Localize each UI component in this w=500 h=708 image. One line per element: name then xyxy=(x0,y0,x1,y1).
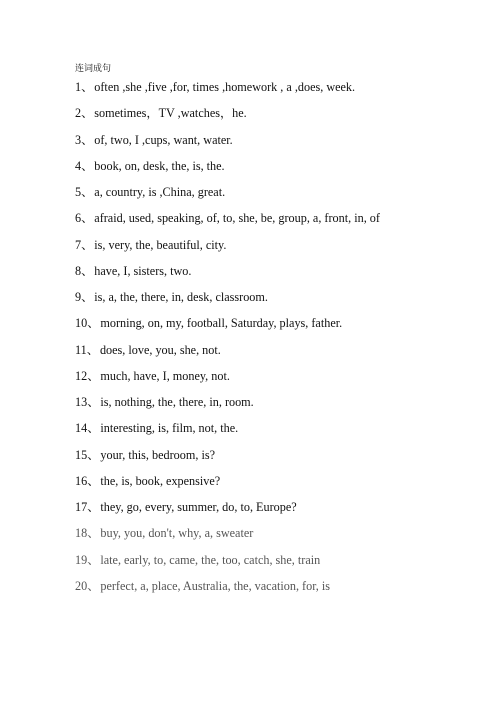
sentence-item xyxy=(75,447,380,473)
sentence-item xyxy=(75,499,380,525)
sentence-number: 2 xyxy=(75,106,82,121)
sentence-item xyxy=(75,105,380,131)
sentence-words: your, this, bedroom, is? xyxy=(100,447,215,462)
sentence-words: late, early, to, came, the, too, catch, she, train xyxy=(100,552,321,567)
sentence-item xyxy=(75,184,380,210)
sentence-separator: 、 xyxy=(87,473,100,488)
page-title: 连词成句 xyxy=(75,64,112,74)
sentence-words: is, very, the, beautiful, city. xyxy=(94,237,227,252)
sentence-separator: 、 xyxy=(81,158,94,173)
sentence-words: often ,she ,five ,for, times ,homework , a ,does, week. xyxy=(94,80,356,94)
sentence-item xyxy=(75,342,380,368)
sentence-words: interesting, is, film, not, the. xyxy=(100,421,239,436)
sentence-number: 12 xyxy=(75,368,88,383)
sentence-words: of, two, I ,cups, want, water. xyxy=(94,132,233,147)
sentence-separator: 、 xyxy=(87,421,100,436)
sentence-words: the, is, book, expensive? xyxy=(100,473,221,488)
sentence-item xyxy=(75,158,380,184)
sentence-item xyxy=(75,289,380,315)
sentence-item xyxy=(75,315,380,341)
sentence-number: 8 xyxy=(75,263,82,278)
sentence-number: 10 xyxy=(75,316,88,331)
sentence-item xyxy=(75,394,380,420)
sentence-separator: 、 xyxy=(81,211,94,226)
sentence-item xyxy=(75,79,380,105)
sentence-number: 15 xyxy=(75,447,88,462)
sentence-item xyxy=(75,263,380,289)
sentence-words: is, a, the, there, in, desk, classroom. xyxy=(94,290,268,304)
sentence-separator: 、 xyxy=(87,500,100,514)
sentence-separator: 、 xyxy=(81,237,94,252)
sentence-list xyxy=(75,79,380,604)
sentence-item xyxy=(75,473,380,499)
sentence-words: buy, you, don't, why, a, sweater xyxy=(100,526,254,541)
sentence-number: 4 xyxy=(75,158,82,173)
sentence-words: perfect, a, place, Australia, the, vacation, for, is xyxy=(100,578,330,593)
sentence-words: does, love, you, she, not. xyxy=(99,342,221,357)
sentence-words: a, country, is ,China, great. xyxy=(94,185,226,199)
sentence-separator: 、 xyxy=(87,578,100,593)
sentence-item xyxy=(75,237,380,263)
sentence-separator: 、 xyxy=(81,290,94,304)
sentence-words: book, on, desk, the, is, the. xyxy=(94,158,225,173)
sentence-words: afraid, used, speaking, of, to, she, be, group, a, front, in, of xyxy=(94,211,380,226)
sentence-number: 16 xyxy=(75,473,88,488)
sentence-number: 20 xyxy=(75,578,88,593)
sentence-item xyxy=(75,210,380,236)
sentence-item xyxy=(75,420,380,446)
sentence-words: much, have, I, money, not. xyxy=(100,368,230,383)
sentence-item xyxy=(75,132,380,158)
sentence-number: 11 xyxy=(75,342,87,357)
sentence-separator: 、 xyxy=(87,526,100,541)
sentence-number: 6 xyxy=(75,211,82,226)
sentence-item xyxy=(75,368,380,394)
sentence-words: morning, on, my, football, Saturday, plays, father. xyxy=(100,316,343,331)
sentence-item xyxy=(75,578,380,604)
sentence-separator: 、 xyxy=(81,106,94,121)
sentence-separator: 、 xyxy=(87,368,100,383)
sentence-words: have, I, sisters, two. xyxy=(94,263,192,278)
sentence-number: 3 xyxy=(75,132,82,147)
sentence-number: 7 xyxy=(75,237,82,252)
sentence-separator: 、 xyxy=(87,552,100,567)
sentence-separator: 、 xyxy=(87,447,100,462)
sentence-number: 19 xyxy=(75,552,88,567)
sentence-separator: 、 xyxy=(81,132,94,147)
sentence-number: 1 xyxy=(75,80,82,94)
sentence-words: is, nothing, the, there, in, room. xyxy=(100,395,254,409)
sentence-number: 9 xyxy=(75,290,82,304)
sentence-words: sometimes，TV ,watches，he. xyxy=(94,106,247,121)
sentence-separator: 、 xyxy=(81,185,94,199)
sentence-separator: 、 xyxy=(81,80,94,94)
sentence-number: 17 xyxy=(75,500,88,514)
sentence-separator: 、 xyxy=(86,342,99,357)
sentence-separator: 、 xyxy=(87,316,100,331)
sentence-number: 13 xyxy=(75,395,88,409)
sentence-separator: 、 xyxy=(81,263,94,278)
sentence-words: they, go, every, summer, do, to, Europe? xyxy=(100,500,297,514)
sentence-number: 5 xyxy=(75,185,82,199)
sentence-number: 14 xyxy=(75,421,88,436)
sentence-item xyxy=(75,552,380,578)
sentence-separator: 、 xyxy=(87,395,100,409)
sentence-item xyxy=(75,525,380,551)
sentence-number: 18 xyxy=(75,526,88,541)
